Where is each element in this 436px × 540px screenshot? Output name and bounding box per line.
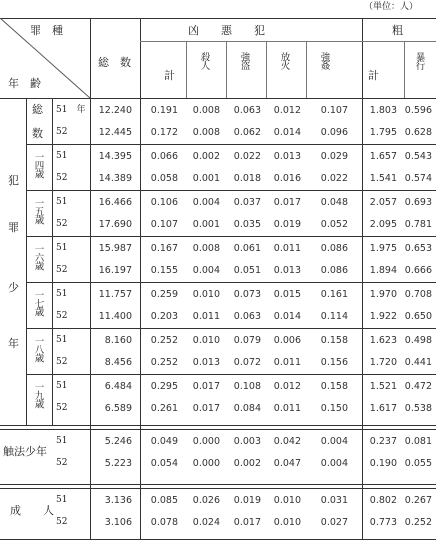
law-violating-row-cell: 0.049 — [150, 436, 178, 447]
group-label-age19: 一九歳 — [32, 382, 44, 408]
crime-youth-row-cell: 0.012 — [273, 381, 301, 392]
crime-youth-row-cell: 1.795 — [369, 127, 397, 138]
group-label-age18: 一八歳 — [32, 336, 44, 362]
adult-row-cell: 3.136 — [104, 495, 132, 506]
header-bottom-rule — [0, 98, 436, 99]
crime-youth-row-cell: 1.894 — [369, 265, 397, 276]
crime-youth-row-cell: 0.172 — [150, 127, 178, 138]
crime-youth-row-cell: 0.063 — [233, 311, 261, 322]
crime-youth-row-cell: 0.259 — [150, 289, 178, 300]
adult-row-cell: 0.010 — [273, 517, 301, 528]
col-violent-total: 計 — [164, 69, 175, 82]
section-double-rule — [0, 425, 436, 430]
header-divider — [186, 41, 187, 98]
crime-youth-row-cell: 0.167 — [150, 243, 178, 254]
crime-youth-row-cell: 0.010 — [192, 335, 220, 346]
group-rule — [26, 328, 436, 329]
crime-youth-row-cell: 0.061 — [233, 243, 261, 254]
crime-youth-row-cell: 0.150 — [320, 403, 348, 414]
crime-youth-row-cell: 0.058 — [150, 173, 178, 184]
crime-youth-row-cell: 0.158 — [320, 381, 348, 392]
crime-youth-row-cell: 0.008 — [192, 243, 220, 254]
col-rape: 強姦 — [318, 52, 330, 69]
crime-youth-row-cell: 0.079 — [233, 335, 261, 346]
crime-youth-row-cell: 15.987 — [98, 243, 132, 254]
group-label-age16: 一六歳 — [32, 244, 44, 270]
group-rule — [26, 282, 436, 283]
crime-youth-row-cell: 0.062 — [233, 127, 261, 138]
crime-youth-row-year: 51 — [56, 381, 68, 391]
crime-youth-row-cell: 16.197 — [98, 265, 132, 276]
crime-youth-row-cell: 6.484 — [104, 381, 132, 392]
crime-youth-row-cell: 1.975 — [369, 243, 397, 254]
law-violating-row-cell: 0.190 — [369, 458, 397, 469]
law-violating-row-cell: 0.004 — [320, 436, 348, 447]
crime-youth-row-cell: 0.001 — [192, 173, 220, 184]
crime-youth-row-cell: 1.623 — [369, 335, 397, 346]
law-violating-row-cell: 0.047 — [273, 458, 301, 469]
crime-youth-row-cell: 0.574 — [404, 173, 432, 184]
crime-youth-row-cell: 1.922 — [369, 311, 397, 322]
crime-youth-row-year: 51 — [56, 243, 68, 253]
crime-youth-row-cell: 0.022 — [320, 173, 348, 184]
crime-youth-row-cell: 1.541 — [369, 173, 397, 184]
crime-youth-row-cell: 0.018 — [233, 173, 261, 184]
crime-youth-row-year: 52 — [56, 403, 68, 413]
crime-youth-row-cell: 0.628 — [404, 127, 432, 138]
violent-group-header: 凶 悪 犯 — [188, 24, 265, 37]
crime-youth-row-cell: 2.095 — [369, 219, 397, 230]
header-divider — [306, 41, 307, 98]
crime-youth-row-year: 51 — [56, 197, 68, 207]
group-label-total-1: 総 — [32, 103, 43, 116]
crime-youth-row-cell: 0.441 — [404, 357, 432, 368]
crime-youth-row-cell: 12.445 — [98, 127, 132, 138]
crime-youth-row-year: 51 — [56, 335, 68, 345]
crime-youth-row-year: 52 — [56, 219, 68, 229]
adult-row-cell: 0.027 — [320, 517, 348, 528]
header-divider — [266, 41, 267, 98]
crime-youth-row-cell: 0.013 — [273, 265, 301, 276]
law-violating-row-cell: 0.004 — [320, 458, 348, 469]
adult-row-cell: 0.031 — [320, 495, 348, 506]
crime-youth-row-cell: 0.004 — [192, 197, 220, 208]
header-divider — [140, 18, 141, 98]
adult-row-cell: 0.078 — [150, 517, 178, 528]
crime-youth-row-cell: 0.498 — [404, 335, 432, 346]
group-label-age17: 一七歳 — [32, 290, 44, 316]
crime-youth-row-cell: 2.057 — [369, 197, 397, 208]
crime-youth-row-cell: 0.084 — [233, 403, 261, 414]
group-label-age14: 一四歳 — [32, 152, 44, 178]
header-divider — [404, 41, 405, 98]
crime-youth-row-cell: 0.252 — [150, 335, 178, 346]
crime-youth-row-cell: 0.063 — [233, 105, 261, 116]
crime-youth-row-cell: 14.395 — [98, 151, 132, 162]
adult-row-cell: 0.017 — [233, 517, 261, 528]
crime-youth-row-cell: 0.004 — [192, 265, 220, 276]
crime-youth-row-cell: 8.456 — [104, 357, 132, 368]
corner-bottom-label: 年 齢 — [8, 77, 41, 90]
body-divider — [90, 98, 91, 540]
crime-youth-row-cell: 0.108 — [233, 381, 261, 392]
body-divider — [52, 98, 53, 425]
crime-youth-row-cell: 0.013 — [192, 357, 220, 368]
crime-youth-row-cell: 11.757 — [98, 289, 132, 300]
crime-youth-row-cell: 0.037 — [233, 197, 261, 208]
crime-youth-row-year: 52 — [56, 127, 68, 137]
adult-row-year: 52 — [56, 517, 68, 527]
header-divider — [90, 18, 91, 98]
crime-youth-row-cell: 0.006 — [273, 335, 301, 346]
crime-youth-row-cell: 0.708 — [404, 289, 432, 300]
crime-youth-row-cell: 0.014 — [273, 127, 301, 138]
crime-youth-row-cell: 0.001 — [192, 219, 220, 230]
crime-youth-row-cell: 0.156 — [320, 357, 348, 368]
section-double-rule — [0, 484, 436, 489]
crime-youth-row-cell: 0.107 — [150, 219, 178, 230]
crime-youth-row-cell: 0.051 — [233, 265, 261, 276]
adult-row-cell: 0.010 — [273, 495, 301, 506]
law-violating-row-cell: 0.237 — [369, 436, 397, 447]
crime-youth-row-cell: 0.650 — [404, 311, 432, 322]
adult-row-cell: 0.252 — [404, 517, 432, 528]
crime-youth-row-cell: 0.022 — [233, 151, 261, 162]
total-header: 総 数 — [98, 56, 131, 69]
unit-note: （単位：人） — [364, 2, 419, 12]
adult-row-cell: 0.773 — [369, 517, 397, 528]
crime-youth-row-cell: 0.017 — [273, 197, 301, 208]
crime-youth-row-year: 51 — [56, 151, 68, 161]
crime-youth-row-cell: 0.011 — [273, 403, 301, 414]
adult-row-cell: 0.024 — [192, 517, 220, 528]
crime-youth-row-cell: 14.389 — [98, 173, 132, 184]
body-divider — [26, 98, 27, 425]
crime-youth-row-year: 52 — [56, 265, 68, 275]
crime-youth-row-year: 52 — [56, 311, 68, 321]
crime-youth-row-cell: 0.011 — [273, 357, 301, 368]
crime-youth-row-cell: 0.295 — [150, 381, 178, 392]
crime-youth-row-cell: 1.617 — [369, 403, 397, 414]
crime-youth-row-cell: 17.690 — [98, 219, 132, 230]
crime-youth-char-2: 罪 — [8, 221, 19, 234]
rough-group-header: 粗 — [392, 24, 403, 37]
crime-youth-row-cell: 0.653 — [404, 243, 432, 254]
group-rule — [26, 236, 436, 237]
crime-youth-row-year: 51 年 — [56, 105, 86, 115]
crime-youth-row-cell: 0.008 — [192, 105, 220, 116]
crime-youth-row-cell: 0.012 — [273, 105, 301, 116]
header-subrule — [140, 41, 436, 42]
adult-row-cell: 0.802 — [369, 495, 397, 506]
crime-youth-row-year: 51 — [56, 289, 68, 299]
crime-youth-row-cell: 0.106 — [150, 197, 178, 208]
crime-youth-row-cell: 11.400 — [98, 311, 132, 322]
law-violating-row-cell: 0.054 — [150, 458, 178, 469]
crime-youth-row-cell: 0.191 — [150, 105, 178, 116]
crime-youth-row-cell: 0.252 — [150, 357, 178, 368]
crime-youth-row-cell: 0.161 — [320, 289, 348, 300]
group-label-total-2: 数 — [32, 127, 43, 140]
law-violating-row-cell: 5.223 — [104, 458, 132, 469]
crime-youth-row-cell: 6.589 — [104, 403, 132, 414]
header-divider — [362, 18, 363, 98]
body-divider — [362, 98, 363, 540]
col-murder: 殺人 — [198, 52, 210, 69]
law-violating-row-cell: 0.042 — [273, 436, 301, 447]
law-violating-row-cell: 5.246 — [104, 436, 132, 447]
law-violating-row-cell: 0.000 — [192, 436, 220, 447]
crime-youth-row-cell: 0.538 — [404, 403, 432, 414]
body-divider — [140, 98, 141, 540]
crime-youth-row-cell: 0.015 — [273, 289, 301, 300]
crime-youth-row-cell: 0.072 — [233, 357, 261, 368]
crime-youth-row-cell: 8.160 — [104, 335, 132, 346]
crime-youth-row-cell: 1.720 — [369, 357, 397, 368]
law-violating-row-cell: 0.000 — [192, 458, 220, 469]
crime-youth-row-year: 52 — [56, 173, 68, 183]
col-robbery: 強盗 — [238, 52, 250, 69]
crime-youth-row-cell: 0.073 — [233, 289, 261, 300]
crime-youth-row-cell: 1.657 — [369, 151, 397, 162]
law-violating-row-year: 52 — [56, 458, 68, 468]
crime-youth-row-cell: 0.035 — [233, 219, 261, 230]
col-assault: 暴行 — [413, 52, 425, 69]
crime-youth-row-cell: 1.970 — [369, 289, 397, 300]
crime-youth-row-cell: 0.008 — [192, 127, 220, 138]
adult-label: 成 人 — [10, 504, 54, 517]
crime-youth-row-cell: 0.596 — [404, 105, 432, 116]
crime-youth-row-cell: 0.029 — [320, 151, 348, 162]
crime-youth-row-year: 52 — [56, 357, 68, 367]
crime-youth-row-cell: 0.472 — [404, 381, 432, 392]
law-violating-row-cell: 0.002 — [233, 458, 261, 469]
crime-youth-row-cell: 0.107 — [320, 105, 348, 116]
corner-top-label: 罪 種 — [30, 24, 63, 37]
crime-youth-char-4: 年 — [8, 337, 19, 350]
crime-youth-row-cell: 0.096 — [320, 127, 348, 138]
crime-youth-row-cell: 1.521 — [369, 381, 397, 392]
group-rule — [26, 144, 436, 145]
crime-youth-row-cell: 0.011 — [192, 311, 220, 322]
crime-youth-row-cell: 0.261 — [150, 403, 178, 414]
crime-youth-row-cell: 0.013 — [273, 151, 301, 162]
adult-row-cell: 0.026 — [192, 495, 220, 506]
crime-youth-row-cell: 0.011 — [273, 243, 301, 254]
crime-youth-row-cell: 0.158 — [320, 335, 348, 346]
crime-youth-row-cell: 0.203 — [150, 311, 178, 322]
crime-youth-row-cell: 12.240 — [98, 105, 132, 116]
crime-youth-row-cell: 0.543 — [404, 151, 432, 162]
crime-youth-row-cell: 0.048 — [320, 197, 348, 208]
law-violating-row-cell: 0.003 — [233, 436, 261, 447]
col-arson: 放火 — [278, 52, 290, 69]
crime-youth-row-cell: 1.803 — [369, 105, 397, 116]
crime-youth-char-1: 犯 — [8, 174, 19, 187]
law-violating-row-cell: 0.055 — [404, 458, 432, 469]
crime-youth-row-cell: 0.052 — [320, 219, 348, 230]
crime-youth-row-cell: 0.781 — [404, 219, 432, 230]
crime-youth-row-cell: 0.155 — [150, 265, 178, 276]
adult-row-cell: 0.019 — [233, 495, 261, 506]
law-violating-row-year: 51 — [56, 436, 68, 446]
crime-youth-row-cell: 0.014 — [273, 311, 301, 322]
crime-youth-row-cell: 0.019 — [273, 219, 301, 230]
crime-youth-char-3: 少 — [8, 281, 19, 294]
crime-youth-row-cell: 16.466 — [98, 197, 132, 208]
crime-youth-row-cell: 0.086 — [320, 265, 348, 276]
crime-youth-row-cell: 0.666 — [404, 265, 432, 276]
law-violating-row-cell: 0.081 — [404, 436, 432, 447]
crime-youth-row-cell: 0.017 — [192, 381, 220, 392]
group-label-age15: 一五歳 — [32, 198, 44, 224]
adult-row-cell: 0.267 — [404, 495, 432, 506]
crime-youth-row-cell: 0.086 — [320, 243, 348, 254]
crime-youth-row-cell: 0.066 — [150, 151, 178, 162]
adult-row-year: 51 — [56, 495, 68, 505]
crime-youth-row-cell: 0.114 — [320, 311, 348, 322]
group-rule — [26, 190, 436, 191]
law-violating-label: 触法少年 — [3, 445, 47, 458]
crime-youth-row-cell: 0.002 — [192, 151, 220, 162]
group-rule — [26, 374, 436, 375]
header-divider — [226, 41, 227, 98]
crime-youth-row-cell: 0.693 — [404, 197, 432, 208]
crime-youth-row-cell: 0.010 — [192, 289, 220, 300]
crime-youth-row-cell: 0.017 — [192, 403, 220, 414]
adult-row-cell: 0.085 — [150, 495, 178, 506]
col-rough-total: 計 — [368, 69, 379, 82]
adult-row-cell: 3.106 — [104, 517, 132, 528]
crime-youth-row-cell: 0.016 — [273, 173, 301, 184]
